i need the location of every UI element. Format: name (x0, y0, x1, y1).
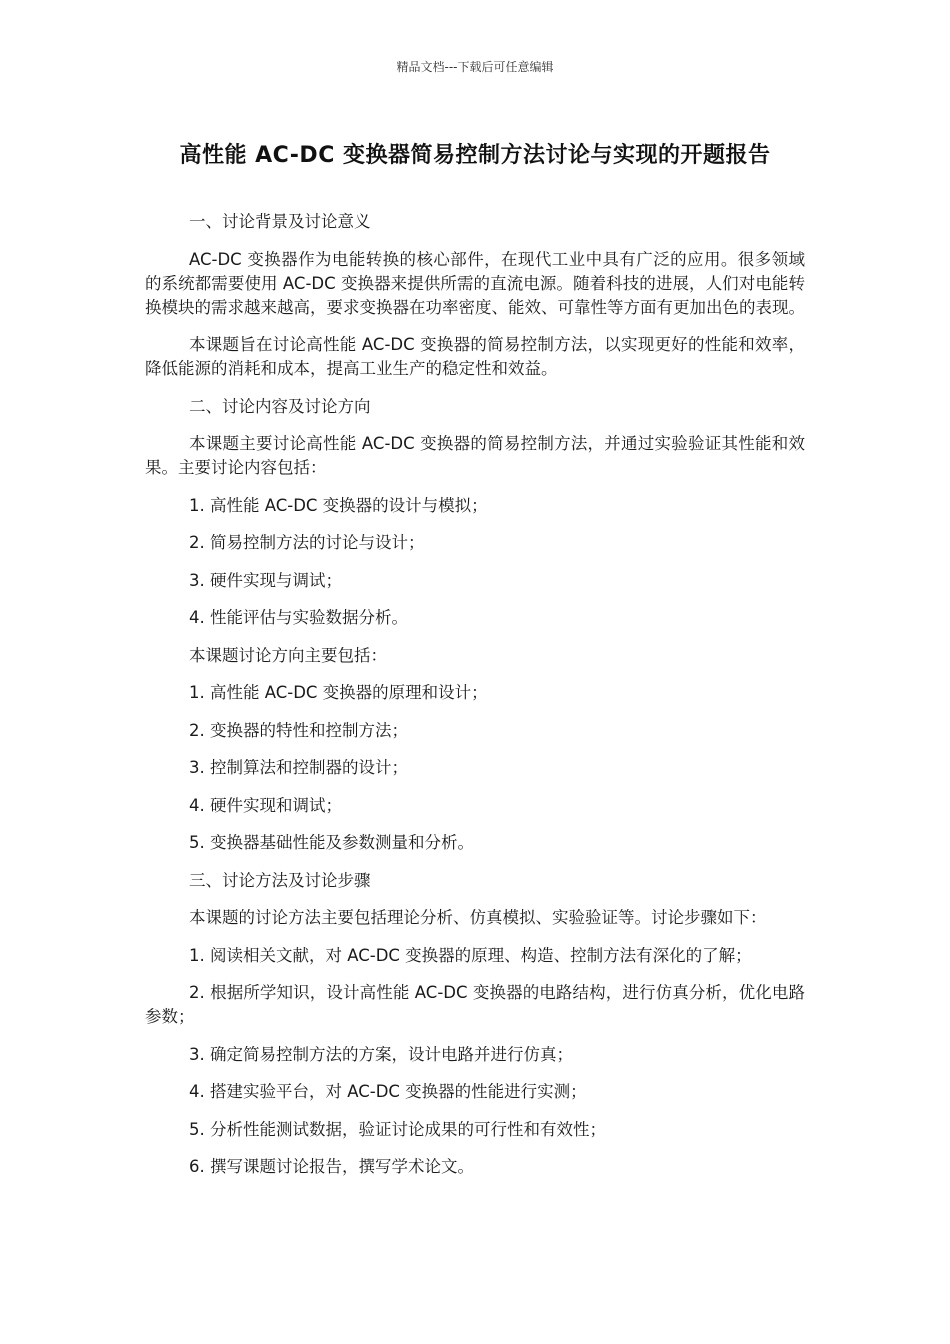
paragraph: AC-DC 变换器作为电能转换的核心部件，在现代工业中具有广泛的应用。很多领域的系统都需要使用 AC-DC 变换器来提供所需的直流电源。随着科技的进展，人们对电能转换模块的需求越来越高，要求变换器在功率密度、能效、可靠性等方面有更加出色的表现。 (145, 249, 805, 317)
paragraph: 本课题讨论方向主要包括： (189, 645, 387, 665)
list-item: 3. 确定简易控制方法的方案，设计电路并进行仿真； (189, 1044, 573, 1064)
list-item: 4. 性能评估与实验数据分析。 (189, 608, 408, 627)
list-item: 3. 硬件实现与调试； (189, 570, 342, 590)
paragraph: 本课题旨在讨论高性能 AC-DC 变换器的简易控制方法，以实现更好的性能和效率，降低能源的消耗和成本，提高工业生产的稳定性和效益。 (145, 335, 805, 378)
paragraph: 本课题的讨论方法主要包括理论分析、仿真模拟、实验验证等。讨论步骤如下： (189, 908, 767, 927)
section-heading-2: 二、讨论内容及讨论方向 (189, 396, 371, 416)
list-item: 4. 硬件实现和调试； (189, 795, 342, 815)
document-body (145, 210, 805, 1193)
list-item: 2. 根据所学知识，设计高性能 AC-DC 变换器的电路结构，进行仿真分析，优化电路参数； (145, 983, 805, 1026)
section-heading-1: 一、讨论背景及讨论意义 (189, 212, 371, 231)
page-header: 精品文档---下载后可任意编辑 (396, 60, 554, 74)
document-title: 高性能 AC-DC 变换器简易控制方法讨论与实现的开题报告 (179, 143, 771, 168)
list-item: 1. 高性能 AC-DC 变换器的原理和设计； (189, 683, 488, 702)
list-item: 5. 分析性能测试数据，验证讨论成果的可行性和有效性； (189, 1119, 606, 1139)
list-item: 5. 变换器基础性能及参数测量和分析。 (189, 833, 474, 852)
section-heading-3: 三、讨论方法及讨论步骤 (189, 870, 371, 890)
list-item: 2. 变换器的特性和控制方法； (189, 720, 408, 740)
list-item: 3. 控制算法和控制器的设计； (189, 758, 408, 777)
list-item: 1. 阅读相关文献，对 AC-DC 变换器的原理、构造、控制方法有深化的了解； (189, 945, 752, 965)
list-item: 4. 搭建实验平台，对 AC-DC 变换器的性能进行实测； (189, 1082, 587, 1101)
list-item: 2. 简易控制方法的讨论与设计； (189, 533, 425, 552)
list-item: 1. 高性能 AC-DC 变换器的设计与模拟； (189, 495, 488, 515)
paragraph: 本课题主要讨论高性能 AC-DC 变换器的简易控制方法，并通过实验验证其性能和效果。主要讨论内容包括： (145, 434, 805, 477)
list-item: 6. 撰写课题讨论报告，撰写学术论文。 (189, 1157, 474, 1176)
